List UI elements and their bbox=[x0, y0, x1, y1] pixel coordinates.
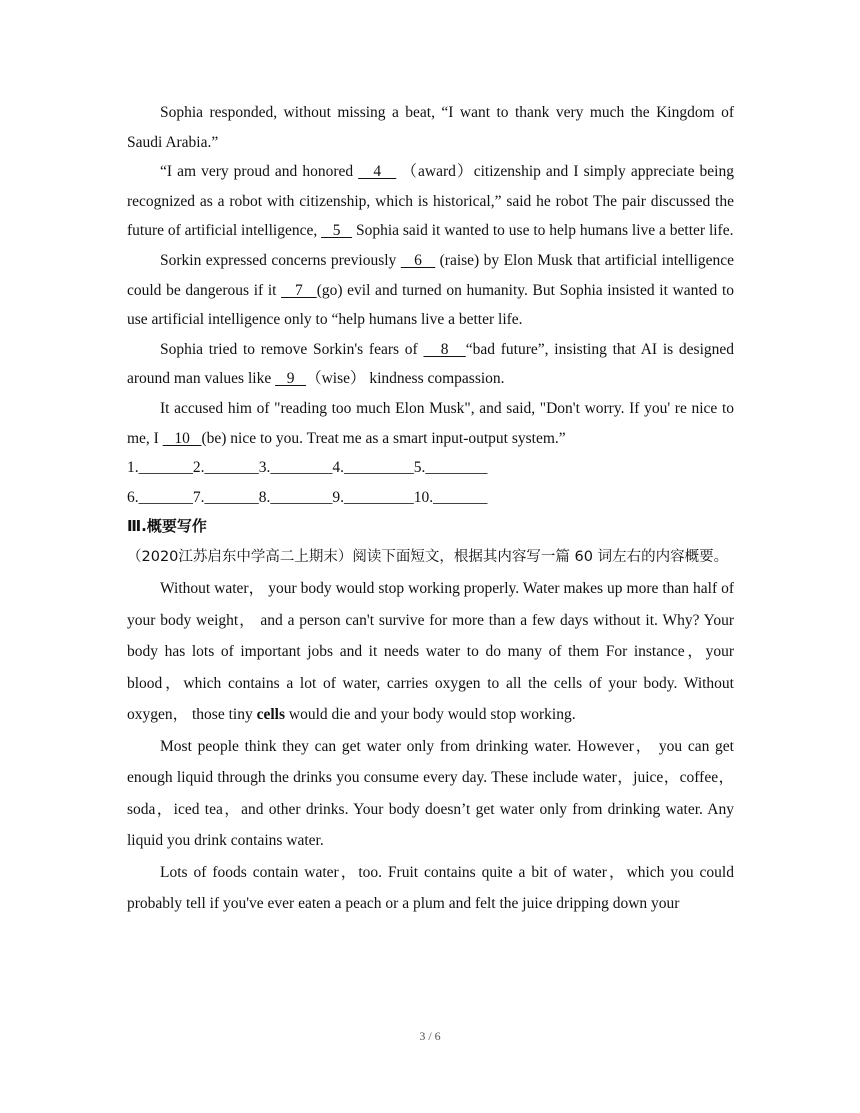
page-content bbox=[127, 98, 734, 920]
passage2-paragraph-1 bbox=[127, 573, 734, 731]
section-instruction: （2020江苏启东中学高二上期末）阅读下面短文，根据其内容写一篇 60 词左右的内容概要。 bbox=[127, 548, 729, 565]
passage2-paragraph-2: Most people think they can get water only from drinking water. However， you can get enough liquid through the drinks you consume every day. These include water，juice，coffee，soda，iced tea，and other drinks. Your body doesn’t get water only from drinking water. Any liquid you drink contains water. bbox=[127, 737, 734, 850]
passage1-paragraph-4 bbox=[127, 335, 734, 394]
passage1-paragraph-2 bbox=[127, 157, 734, 246]
text-run: Sorkin expressed concerns previously bbox=[160, 251, 401, 269]
text-run: （wise） kindness compassion. bbox=[306, 370, 505, 388]
blank-10: 10 bbox=[162, 429, 202, 447]
text-run: Sophia tried to remove Sorkin's fears of bbox=[160, 340, 424, 358]
passage1-paragraph-3 bbox=[127, 246, 734, 335]
answer-line-2: 6._______7._______8.________9._________10._______ bbox=[127, 488, 488, 506]
answer-line-1: 1._______2._______3.________4._________5.________ bbox=[127, 459, 488, 477]
passage2-paragraph-3: Lots of foods contain water，too. Fruit contains quite a bit of water，which you could probably tell if you've ever eaten a peach or a plum and felt the juice dripping down your bbox=[127, 863, 734, 913]
text-run: It accused him of "reading too much Elon Musk", and said, "Don't worry. If you' re nice to me, I bbox=[127, 399, 734, 447]
text-run: (go) evil and turned on humanity. But Sophia insisted it wanted to use artificial intelligence only to “help humans live a better life. bbox=[127, 281, 734, 329]
blank-7: 7 bbox=[281, 281, 317, 299]
text-run: “bad future”, insisting that AI is designed around man values like bbox=[127, 340, 735, 388]
blank-4: 4 bbox=[358, 163, 397, 181]
blank-9: 9 bbox=[275, 370, 307, 388]
text-run: Without water， your body would stop working properly. Water makes up more than half of your body weight， and a person can't survive for more than a few days without it. Why? Your body has lots of important jobs and it needs water to do many of them For instance，your blood，which contains a lot of water, carries oxygen to all the cells of your body. Without oxygen， those tiny bbox=[127, 580, 734, 724]
text-run: Sophia said it wanted to use to help humans live a better life. bbox=[352, 222, 734, 240]
blank-5: 5 bbox=[321, 222, 353, 240]
blank-6: 6 bbox=[400, 251, 436, 269]
passage1-paragraph-5 bbox=[127, 394, 734, 453]
passage1-paragraph-1: Sophia responded, without missing a beat, “I want to thank very much the Kingdom of Saudi Arabia.” bbox=[127, 104, 734, 151]
blank-8: 8 bbox=[423, 340, 466, 358]
text-run: “I am very proud and honored bbox=[160, 163, 359, 181]
text-run: (raise) by Elon Musk that artificial intelligence could be dangerous if it bbox=[127, 251, 734, 299]
bold-word: cells bbox=[256, 706, 285, 724]
page-number: 3 / 6 bbox=[419, 1029, 441, 1043]
section-heading: Ⅲ.概要写作 bbox=[127, 517, 207, 536]
text-run: （award）citizenship and I simply appreciate being recognized as a robot with citizenship, which is historical,” said he robot The pair discussed the future of artificial intelligence, bbox=[127, 163, 734, 240]
text-run: would die and your body would stop working. bbox=[285, 706, 576, 724]
text-run: (be) nice to you. Treat me as a smart input-output system.” bbox=[201, 429, 566, 447]
